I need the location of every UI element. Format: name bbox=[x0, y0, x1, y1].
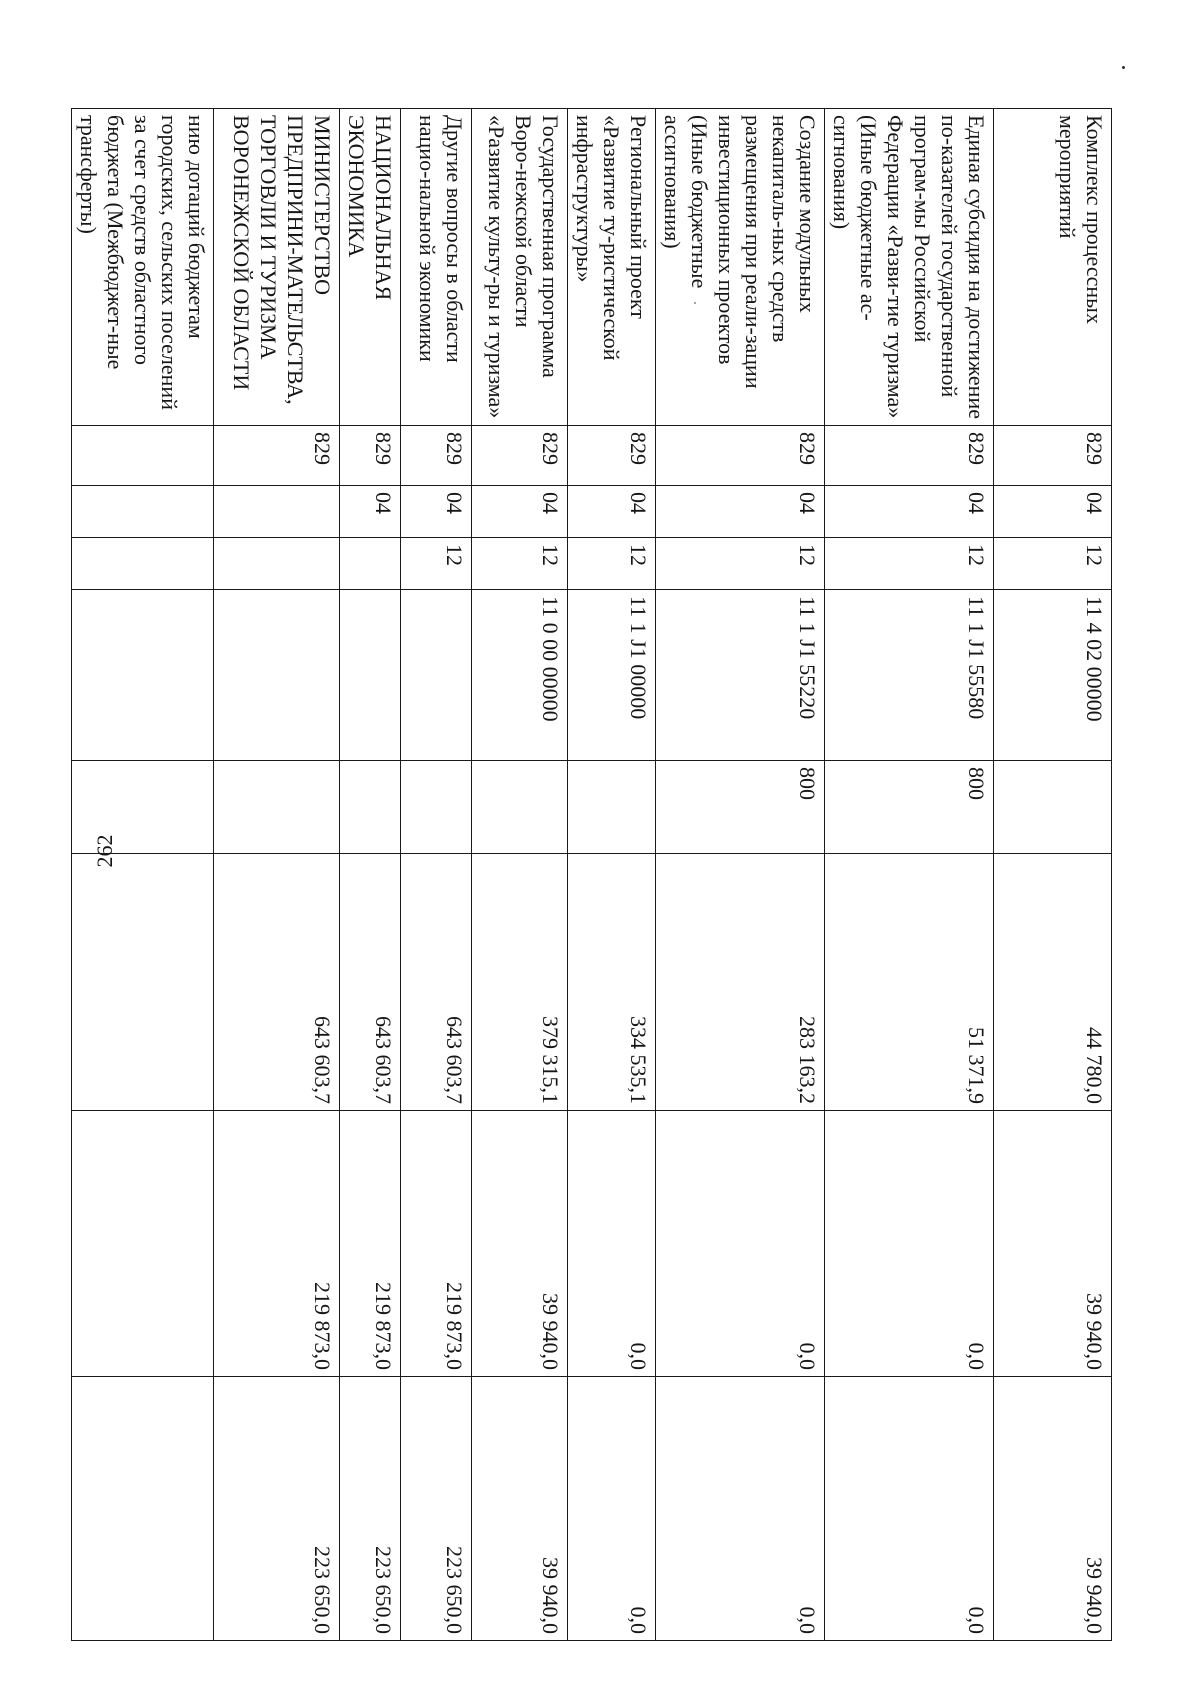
table-row bbox=[994, 109, 1112, 1641]
row-sum-2 bbox=[72, 1111, 214, 1377]
row-sum-3: 39 940,0 bbox=[994, 1377, 1112, 1641]
row-grbs: 829 bbox=[994, 426, 1112, 486]
table-row bbox=[656, 109, 825, 1641]
row-sum-1: 334 535,1 bbox=[568, 854, 656, 1111]
row-name: Комплекс процессных мероприятий bbox=[994, 109, 1112, 426]
row-pr bbox=[340, 538, 401, 590]
row-rz: 04 bbox=[568, 486, 656, 538]
row-grbs: 829 bbox=[472, 426, 568, 486]
row-rz: 04 bbox=[472, 486, 568, 538]
row-rz: 04 bbox=[340, 486, 401, 538]
table-row bbox=[340, 109, 401, 1641]
row-pr: 12 bbox=[568, 538, 656, 590]
row-pr: 12 bbox=[656, 538, 825, 590]
row-vr bbox=[72, 761, 214, 854]
row-vr bbox=[568, 761, 656, 854]
row-vr bbox=[401, 761, 472, 854]
page-number: 262 bbox=[92, 834, 117, 868]
row-csr: 11 1 J1 55580 bbox=[825, 590, 994, 761]
row-sum-3 bbox=[72, 1377, 214, 1641]
table-row bbox=[825, 109, 994, 1641]
row-rz: 04 bbox=[994, 486, 1112, 538]
row-sum-2: 219 873,0 bbox=[214, 1111, 340, 1377]
row-csr: 11 1 J1 00000 bbox=[568, 590, 656, 761]
row-sum-2: 219 873,0 bbox=[401, 1111, 472, 1377]
row-sum-2: 0,0 bbox=[656, 1111, 825, 1377]
row-rz: 04 bbox=[401, 486, 472, 538]
row-rz: 04 bbox=[656, 486, 825, 538]
row-grbs: 829 bbox=[825, 426, 994, 486]
row-pr: 12 bbox=[401, 538, 472, 590]
row-sum-2: 39 940,0 bbox=[994, 1111, 1112, 1377]
row-rz: 04 bbox=[825, 486, 994, 538]
row-name: Государственная программа Воро-нежской области «Развитие культу-ры и туризма» bbox=[472, 109, 568, 426]
row-vr bbox=[994, 761, 1112, 854]
row-pr: 12 bbox=[825, 538, 994, 590]
row-name: нию дотаций бюджетам городских, сельских поселений за счет средств областного бюджета (Межбюджет-ные трансферты) bbox=[72, 109, 214, 426]
row-csr bbox=[340, 590, 401, 761]
row-sum-1 bbox=[72, 854, 214, 1111]
row-grbs bbox=[72, 426, 214, 486]
row-rz bbox=[72, 486, 214, 538]
row-sum-2: 219 873,0 bbox=[340, 1111, 401, 1377]
row-name: Создание модульных некапиталь-ных средств размещения при реали-зации инвестиционных проектов (Иные бюджетные ассигнования) bbox=[656, 109, 825, 426]
row-grbs: 829 bbox=[340, 426, 401, 486]
row-csr bbox=[72, 590, 214, 761]
row-sum-1: 643 603,7 bbox=[401, 854, 472, 1111]
row-sum-1: 643 603,7 bbox=[340, 854, 401, 1111]
row-sum-3: 223 650,0 bbox=[214, 1377, 340, 1641]
row-sum-1: 283 163,2 bbox=[656, 854, 825, 1111]
row-csr: 11 0 00 00000 bbox=[472, 590, 568, 761]
row-sum-1: 643 603,7 bbox=[214, 854, 340, 1111]
row-name: Другие вопросы в области нацио-нальной экономики bbox=[401, 109, 472, 426]
row-sum-3: 0,0 bbox=[656, 1377, 825, 1641]
row-sum-2: 0,0 bbox=[568, 1111, 656, 1377]
row-sum-1: 379 315,1 bbox=[472, 854, 568, 1111]
row-name: НАЦИОНАЛЬНАЯ ЭКОНОМИКА bbox=[340, 109, 401, 426]
row-pr: 12 bbox=[994, 538, 1112, 590]
row-sum-1: 51 371,9 bbox=[825, 854, 994, 1111]
row-vr: 800 bbox=[656, 761, 825, 854]
row-vr bbox=[214, 761, 340, 854]
row-sum-3: 223 650,0 bbox=[401, 1377, 472, 1641]
row-rz bbox=[214, 486, 340, 538]
budget-table bbox=[71, 108, 1112, 1641]
scan-speck bbox=[1122, 66, 1125, 69]
row-sum-3: 223 650,0 bbox=[340, 1377, 401, 1641]
row-name: МИНИСТЕРСТВО ПРЕДПРИНИ-МАТЕЛЬСТВА, ТОРГОВЛИ И ТУРИЗМА ВОРОНЕЖСКОЙ ОБЛАСТИ bbox=[214, 109, 340, 426]
row-grbs: 829 bbox=[656, 426, 825, 486]
table-row bbox=[72, 109, 214, 1641]
row-sum-3: 0,0 bbox=[825, 1377, 994, 1641]
row-pr bbox=[72, 538, 214, 590]
table-row bbox=[568, 109, 656, 1641]
row-vr: 800 bbox=[825, 761, 994, 854]
row-grbs: 829 bbox=[214, 426, 340, 486]
row-name: Единая субсидия на достижение по-казателей государственной програм-мы Российской Федерации «Разви-тие туризма» (Иные бюджетные ас-сигнования) bbox=[825, 109, 994, 426]
row-csr bbox=[401, 590, 472, 761]
row-csr bbox=[214, 590, 340, 761]
row-grbs: 829 bbox=[568, 426, 656, 486]
row-vr bbox=[340, 761, 401, 854]
row-csr: 11 1 J1 55220 bbox=[656, 590, 825, 761]
row-sum-2: 0,0 bbox=[825, 1111, 994, 1377]
row-pr: 12 bbox=[472, 538, 568, 590]
table-row bbox=[214, 109, 340, 1641]
row-sum-2: 39 940,0 bbox=[472, 1111, 568, 1377]
table-row bbox=[472, 109, 568, 1641]
table-row bbox=[401, 109, 472, 1641]
row-csr: 11 4 02 00000 bbox=[994, 590, 1112, 761]
row-pr bbox=[214, 538, 340, 590]
row-sum-3: 0,0 bbox=[568, 1377, 656, 1641]
row-sum-1: 44 780,0 bbox=[994, 854, 1112, 1111]
row-grbs: 829 bbox=[401, 426, 472, 486]
row-name: Региональный проект «Развитие ту-ристической инфраструктуры» bbox=[568, 109, 656, 426]
row-vr bbox=[472, 761, 568, 854]
row-sum-3: 39 940,0 bbox=[472, 1377, 568, 1641]
